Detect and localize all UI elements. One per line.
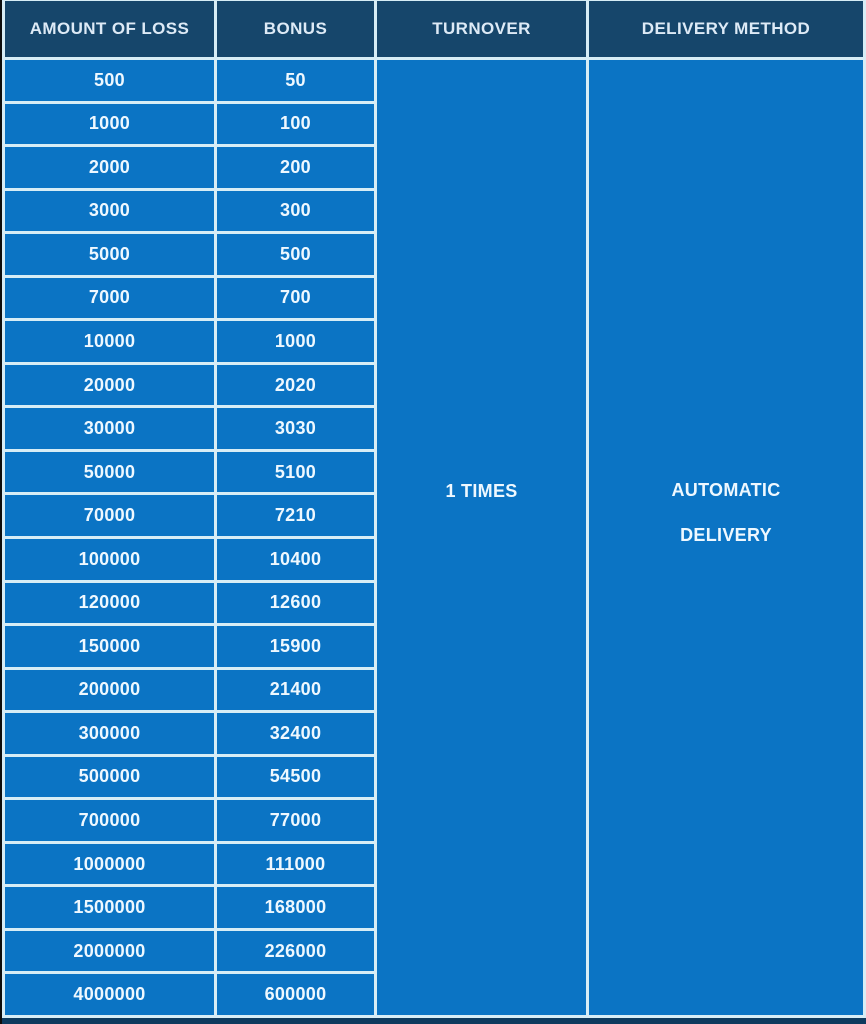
amount-of-loss-cell: 1500000 bbox=[5, 887, 214, 928]
amount-of-loss-cell: 500000 bbox=[5, 757, 214, 798]
amount-of-loss-cell: 700000 bbox=[5, 800, 214, 841]
header-delivery-method: DELIVERY METHOD bbox=[589, 1, 863, 57]
amount-of-loss-cell: 20000 bbox=[5, 365, 214, 406]
amount-of-loss-cell: 30000 bbox=[5, 408, 214, 449]
amount-of-loss-cell: 200000 bbox=[5, 670, 214, 711]
amount-of-loss-cell: 2000000 bbox=[5, 931, 214, 972]
amount-of-loss-cell: 100000 bbox=[5, 539, 214, 580]
bonus-cell: 700 bbox=[217, 278, 374, 319]
amount-of-loss-cell: 7000 bbox=[5, 278, 214, 319]
bonus-cell: 7210 bbox=[217, 495, 374, 536]
amount-of-loss-cell: 70000 bbox=[5, 495, 214, 536]
bonus-cell: 168000 bbox=[217, 887, 374, 928]
amount-of-loss-cell: 3000 bbox=[5, 191, 214, 232]
delivery-method-line-1: AUTOMATIC bbox=[671, 479, 781, 500]
amount-of-loss-cell: 120000 bbox=[5, 583, 214, 624]
bonus-cell: 2020 bbox=[217, 365, 374, 406]
amount-of-loss-cell: 5000 bbox=[5, 234, 214, 275]
bonus-cell: 21400 bbox=[217, 670, 374, 711]
amount-of-loss-cell: 1000000 bbox=[5, 844, 214, 885]
bonus-cell: 1000 bbox=[217, 321, 374, 362]
amount-of-loss-cell: 1000 bbox=[5, 104, 214, 145]
amount-of-loss-cell: 4000000 bbox=[5, 974, 214, 1015]
bonus-cell: 600000 bbox=[217, 974, 374, 1015]
amount-of-loss-cell: 50000 bbox=[5, 452, 214, 493]
header-amount-of-loss: AMOUNT OF LOSS bbox=[5, 1, 214, 57]
delivery-method-cell bbox=[589, 60, 863, 1015]
bonus-cell: 10400 bbox=[217, 539, 374, 580]
bonus-cell: 3030 bbox=[217, 408, 374, 449]
header-bonus: BONUS bbox=[217, 1, 374, 57]
bonus-cell: 77000 bbox=[217, 800, 374, 841]
bonus-cell: 111000 bbox=[217, 844, 374, 885]
bonus-cell: 50 bbox=[217, 60, 374, 101]
amount-of-loss-cell: 10000 bbox=[5, 321, 214, 362]
amount-of-loss-cell: 2000 bbox=[5, 147, 214, 188]
bonus-cell: 100 bbox=[217, 104, 374, 145]
bonus-cell: 300 bbox=[217, 191, 374, 232]
bonus-cell: 500 bbox=[217, 234, 374, 275]
turnover-cell: 1 TIMES bbox=[377, 60, 586, 1015]
bonus-cell: 32400 bbox=[217, 713, 374, 754]
bonus-cell: 200 bbox=[217, 147, 374, 188]
bonus-table bbox=[2, 0, 866, 1018]
bonus-cell: 5100 bbox=[217, 452, 374, 493]
bonus-cell: 15900 bbox=[217, 626, 374, 667]
header-turnover: TURNOVER bbox=[377, 1, 586, 57]
bonus-cell: 12600 bbox=[217, 583, 374, 624]
delivery-method-line-2: DELIVERY bbox=[680, 524, 772, 545]
bonus-cell: 226000 bbox=[217, 931, 374, 972]
amount-of-loss-cell: 150000 bbox=[5, 626, 214, 667]
amount-of-loss-cell: 500 bbox=[5, 60, 214, 101]
amount-of-loss-cell: 300000 bbox=[5, 713, 214, 754]
bonus-cell: 54500 bbox=[217, 757, 374, 798]
